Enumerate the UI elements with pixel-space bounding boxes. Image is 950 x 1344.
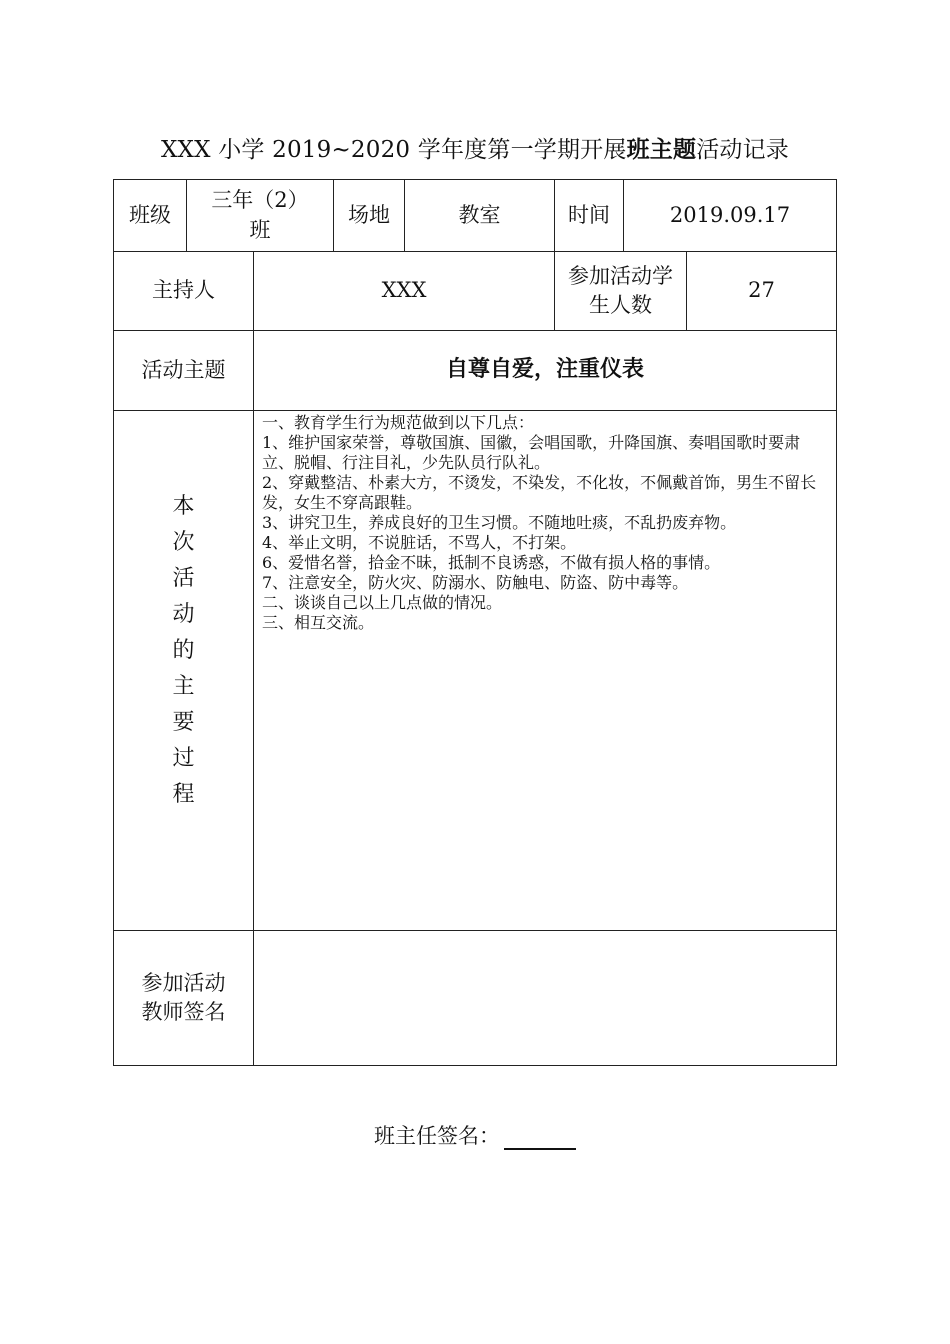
student-count-value: 27	[686, 251, 837, 331]
process-line: 2、穿戴整洁、朴素大方，不烫发，不染发，不化妆，不佩戴首饰，男生不留长发，女生不穿高跟鞋。	[262, 473, 817, 512]
teacher-signature-field[interactable]	[253, 930, 837, 1066]
process-label-char: 次	[172, 529, 195, 555]
class-value: 三年（2）班	[186, 179, 334, 252]
time-label: 时间	[554, 179, 624, 252]
title-bold: 班主题	[626, 136, 697, 163]
process-line: 3、讲究卫生，养成良好的卫生习惯。不随地吐痰，不乱扔废弃物。	[262, 513, 737, 532]
activity-record-table	[113, 179, 837, 1066]
process-label-char: 程	[172, 781, 195, 807]
process-content	[253, 410, 837, 931]
process-label	[113, 410, 254, 931]
process-label-char: 动	[172, 601, 195, 627]
page-title	[0, 131, 950, 164]
process-line: 一、教育学生行为规范做到以下几点：	[262, 413, 535, 432]
title-suffix: 活动记录	[696, 137, 789, 163]
venue-value: 教室	[404, 179, 555, 252]
process-line: 三、相互交流。	[262, 613, 375, 632]
process-label-char: 要	[172, 709, 195, 735]
class-label: 班级	[113, 179, 187, 252]
title-prefix: XXX 小学 2019~2020 学年度第一学期开展	[160, 137, 627, 163]
process-label-char: 主	[172, 673, 195, 699]
process-label-char: 的	[172, 637, 195, 663]
process-line: 1、维护国家荣誉，尊敬国旗、国徽，会唱国歌，升降国旗、奏唱国歌时要肃立、脱帽、行注目礼，少先队员行队礼。	[262, 433, 801, 472]
signature-blank[interactable]	[504, 1126, 576, 1150]
head-teacher-signature	[0, 1120, 950, 1150]
process-line: 6、爱惜名誉，拾金不昧，抵制不良诱惑，不做有损人格的事情。	[262, 553, 721, 572]
process-line: 4、举止文明，不说脏话，不骂人，不打架。	[262, 533, 577, 552]
process-label-char: 本	[172, 493, 195, 519]
host-value: XXX	[253, 251, 555, 331]
process-line: 7、注意安全，防火灾、防溺水、防触电、防盗、防中毒等。	[262, 573, 689, 592]
venue-label: 场地	[333, 179, 405, 252]
theme-label: 活动主题	[113, 330, 254, 411]
process-line: 二、谈谈自己以上几点做的情况。	[262, 593, 503, 612]
process-label-char: 过	[172, 745, 195, 771]
student-count-label: 参加活动学生人数	[554, 251, 687, 331]
head-teacher-signature-label: 班主任签名：	[374, 1124, 500, 1148]
host-label: 主持人	[113, 251, 254, 331]
time-value: 2019.09.17	[623, 179, 837, 252]
teacher-signature-label: 参加活动教师签名	[113, 930, 254, 1066]
process-label-char: 活	[172, 565, 195, 591]
theme-value: 自尊自爱，注重仪表	[253, 330, 837, 411]
